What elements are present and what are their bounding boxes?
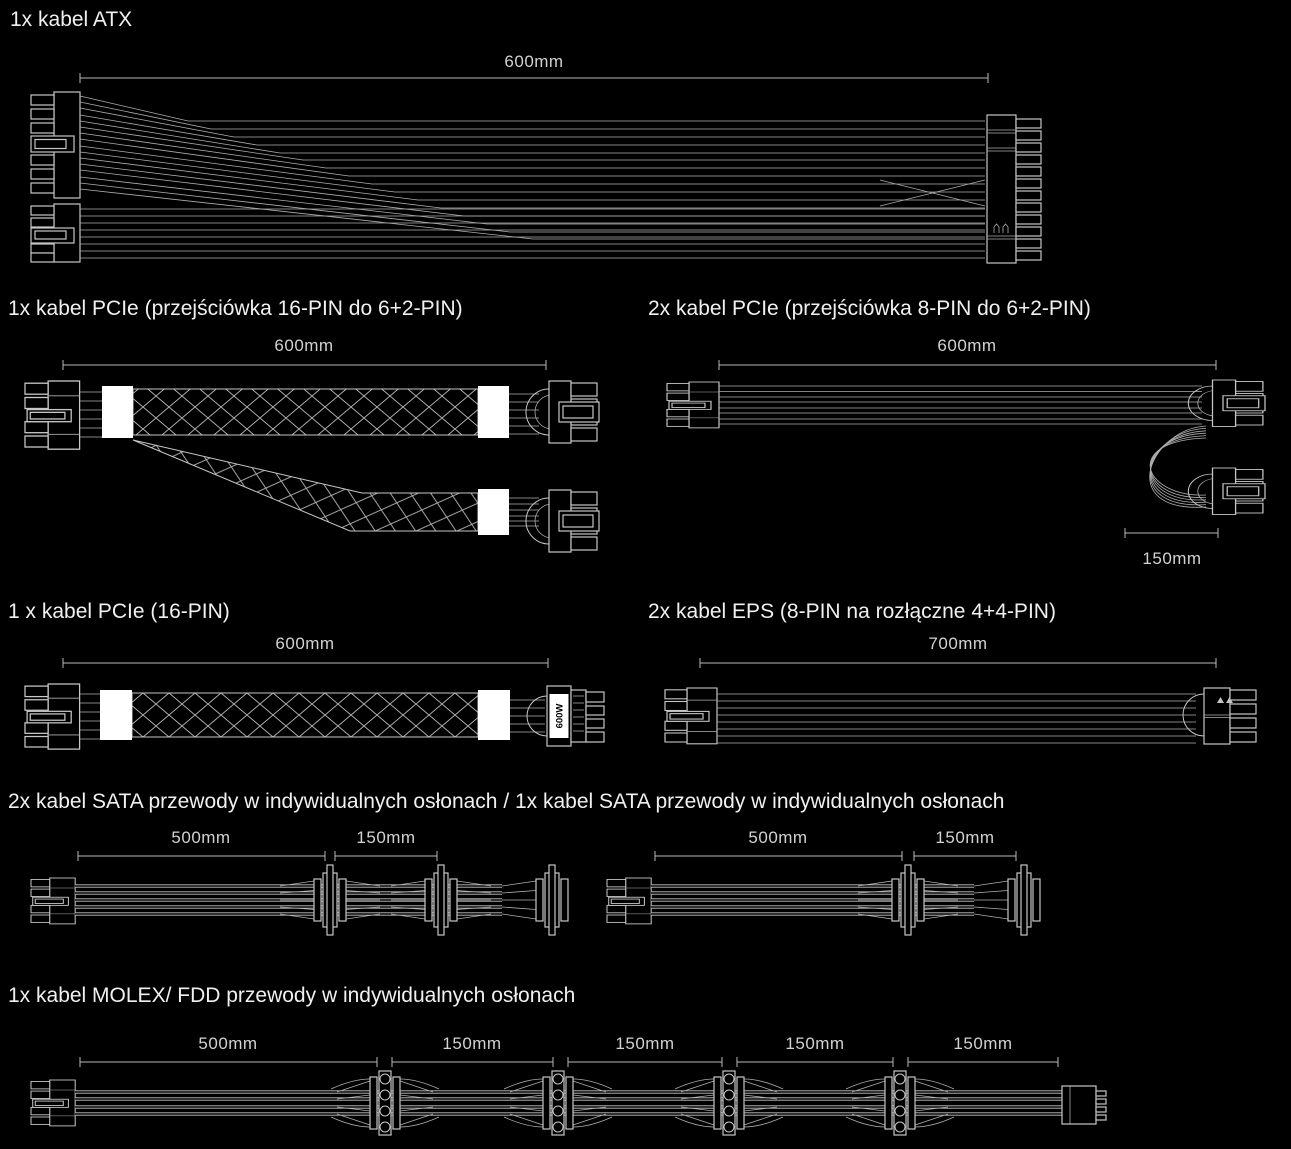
section-eps (648, 600, 1256, 744)
wires (719, 386, 1202, 424)
sata-connector (425, 865, 457, 935)
dimension-600mm (63, 336, 546, 370)
dim-label: 600mm (937, 336, 997, 355)
psu-plug (25, 684, 80, 749)
fdd-connector (1062, 1086, 1106, 1124)
sata-cable-right (607, 828, 1040, 935)
atx-wires (80, 96, 985, 258)
dimension-150mm (1125, 528, 1218, 568)
loop-wires (1150, 426, 1206, 507)
sata-cable-left (31, 828, 568, 935)
psu-plug (25, 381, 80, 449)
dim-label: 500mm (171, 828, 231, 847)
dimension-700mm (700, 634, 1216, 668)
section-title: 1 x kabel PCIe (16-PIN) (8, 600, 230, 623)
dim-label: 150mm (785, 1034, 845, 1053)
dim-label: 600mm (274, 336, 334, 355)
atx-24pin-connector (987, 115, 1041, 263)
braided-sleeve-main (132, 693, 478, 737)
section-molex (8, 984, 1106, 1135)
molex-connector (370, 1071, 400, 1135)
psu-plug (31, 878, 75, 924)
section-pcie-8pin-to-6plus2 (648, 297, 1265, 568)
dimension-600mm (63, 634, 548, 668)
psu-plug (667, 382, 719, 428)
dim-label: 150mm (356, 828, 416, 847)
dimension-150mm (908, 1034, 1058, 1067)
dimension-150mm (392, 1034, 553, 1067)
connector-power-label: 600W (554, 703, 566, 729)
braided-sleeve-branch (133, 440, 478, 531)
psu-plug (31, 1080, 75, 1126)
sleeve-band (100, 690, 132, 740)
psu-plug (665, 688, 717, 744)
sleeve-band (102, 386, 133, 438)
dim-label: 600mm (504, 52, 564, 71)
molex-connector (543, 1071, 573, 1135)
section-title: 1x kabel MOLEX/ FDD przewody w indywidualnych osłonach (8, 984, 576, 1007)
dim-label: 600mm (275, 634, 335, 653)
wires (717, 694, 1196, 743)
pcie-6plus2-connector-top (1188, 380, 1265, 427)
dimension-150mm (568, 1034, 722, 1067)
section-pcie-16pin (8, 600, 604, 749)
sata-connector (1008, 865, 1040, 935)
sata-connector (892, 865, 924, 935)
atx-psu-connector-upper (31, 92, 80, 198)
section-pcie-16pin-to-6plus2 (8, 297, 599, 552)
dimension-150mm (914, 828, 1016, 861)
dim-label: 150mm (953, 1034, 1013, 1053)
dim-label: 150mm (935, 828, 995, 847)
sleeve-band (478, 489, 509, 535)
dimension-atx-600mm (80, 52, 988, 83)
sleeve-band (478, 386, 509, 438)
atx-psu-connector-lower (31, 204, 80, 262)
sata-connector (536, 865, 568, 935)
dim-label: 500mm (748, 828, 808, 847)
dim-label: 500mm (198, 1034, 258, 1053)
dim-label: 150mm (1142, 549, 1202, 568)
section-atx (10, 8, 1041, 263)
section-title: 2x kabel EPS (8-PIN na rozłączne 4+4-PIN) (648, 600, 1056, 623)
dimension-500mm (80, 1034, 377, 1067)
section-title: 2x kabel PCIe (przejściówka 8-PIN do 6+2-PIN) (648, 297, 1091, 320)
sleeve-band (478, 690, 510, 740)
dimension-600mm (719, 336, 1216, 370)
psu-plug (607, 878, 651, 924)
section-title-atx: 1x kabel ATX (10, 8, 133, 31)
molex-connector (885, 1071, 915, 1135)
braided-sleeve-main (133, 389, 478, 435)
dim-label: 150mm (442, 1034, 502, 1053)
dim-label: 700mm (928, 634, 988, 653)
section-title: 1x kabel PCIe (przejściówka 16-PIN do 6+2-PIN) (8, 297, 463, 320)
dimension-500mm (78, 828, 325, 861)
section-title: 2x kabel SATA przewody w indywidualnych osłonach / 1x kabel SATA przewody w indywidualnych osłonach (8, 790, 1005, 813)
molex-connector (714, 1071, 744, 1135)
dim-label: 150mm (615, 1034, 675, 1053)
dimension-500mm (655, 828, 902, 861)
section-sata (8, 790, 1040, 935)
dimension-150mm (335, 828, 437, 861)
dimension-150mm (737, 1034, 893, 1067)
sata-connector (314, 865, 346, 935)
